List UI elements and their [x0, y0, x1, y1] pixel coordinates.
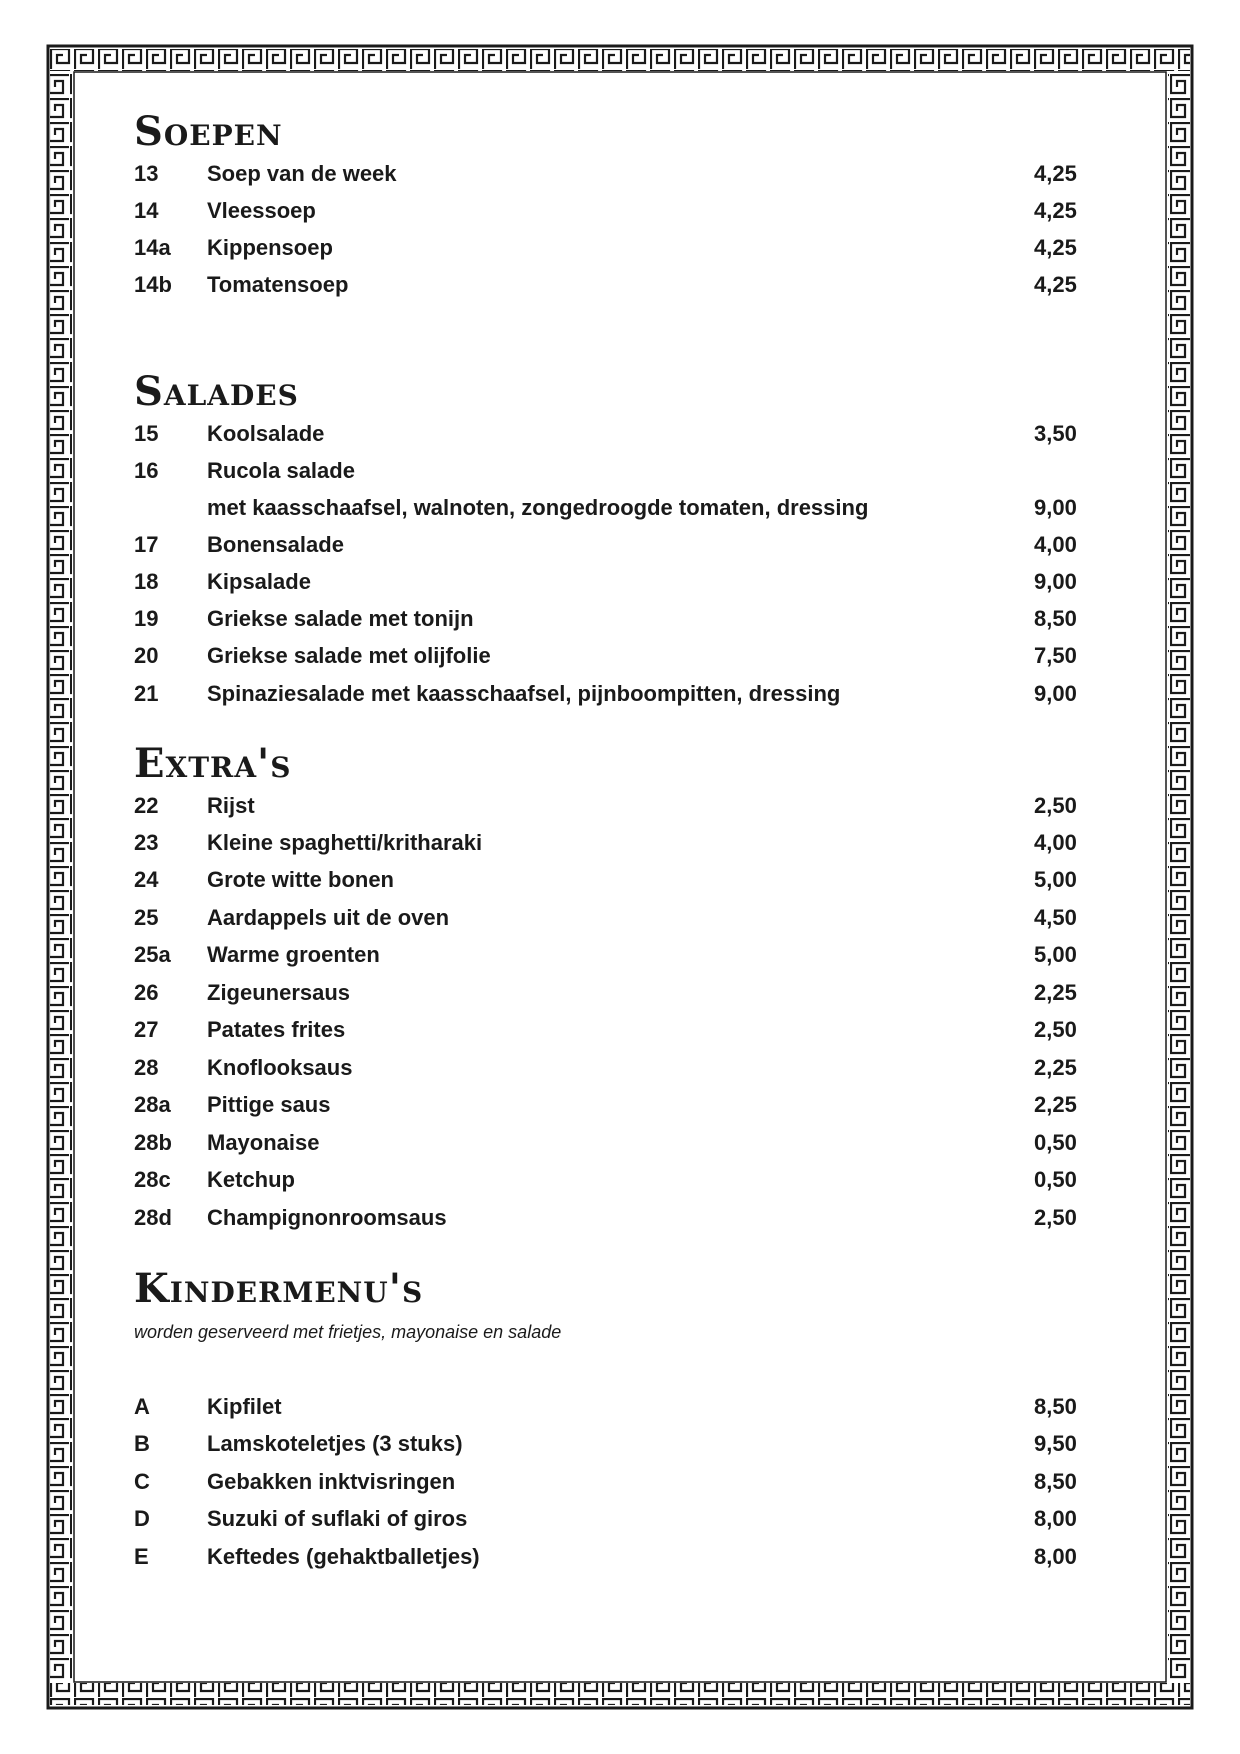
item-price: 0,50	[1034, 1130, 1077, 1155]
item-price: 4,00	[1034, 830, 1077, 855]
item-price: 4,50	[1034, 905, 1077, 930]
item-name: Spinaziesalade met kaasschaafsel, pijnboompitten, dressing	[207, 681, 841, 706]
item-price: 5,00	[1034, 942, 1077, 967]
item-name: Zigeunersaus	[207, 980, 351, 1005]
section-title-salades: Salades	[134, 368, 299, 415]
item-name: Vleessoep	[207, 198, 316, 223]
item-price: 8,50	[1034, 1469, 1077, 1494]
item-name: Ketchup	[207, 1167, 295, 1192]
menu-row	[134, 1392, 1090, 1422]
item-name: Keftedes (gehaktballetjes)	[207, 1544, 480, 1569]
item-price: 8,50	[1034, 1394, 1077, 1419]
item-name: Knoflooksaus	[207, 1055, 353, 1080]
menu-row	[134, 828, 1090, 858]
item-price: 2,50	[1034, 1205, 1077, 1230]
item-price: 0,50	[1034, 1167, 1077, 1192]
item-number: 15	[134, 421, 159, 446]
item-name: Mayonaise	[207, 1130, 320, 1155]
item-name: Gebakken inktvisringen	[207, 1469, 456, 1494]
item-price: 7,50	[1034, 643, 1077, 668]
item-name: Kippensoep	[207, 235, 333, 260]
item-number: A	[134, 1394, 150, 1419]
section-title-kindermenus: Kindermenu's	[134, 1265, 424, 1312]
item-price: 8,00	[1034, 1544, 1077, 1569]
item-price: 2,50	[1034, 1017, 1077, 1042]
item-price: 9,50	[1034, 1431, 1077, 1456]
item-name: Soep van de week	[207, 161, 397, 186]
item-number: 28	[134, 1055, 159, 1080]
item-number: 28b	[134, 1130, 172, 1155]
menu-row	[134, 1090, 1090, 1120]
item-name: Warme groenten	[207, 942, 380, 967]
item-price: 8,50	[1034, 606, 1077, 631]
item-name: Griekse salade met olijfolie	[207, 643, 491, 668]
item-price: 4,25	[1034, 272, 1077, 297]
item-number: 13	[134, 161, 159, 186]
menu-row	[134, 1015, 1090, 1045]
item-number: E	[134, 1544, 149, 1569]
item-number: 20	[134, 643, 159, 668]
item-number: 14b	[134, 272, 172, 297]
item-price: 9,00	[1034, 495, 1077, 520]
item-price: 9,00	[1034, 681, 1077, 706]
menu-row	[134, 456, 1090, 486]
menu-row	[134, 419, 1090, 449]
menu-row	[134, 1128, 1090, 1158]
item-name: Rucola salade	[207, 458, 355, 483]
section-title-extras: Extra's	[134, 740, 292, 787]
item-number: 28a	[134, 1092, 171, 1117]
section-title-soepen: Soepen	[134, 108, 283, 155]
item-price: 2,25	[1034, 1055, 1077, 1080]
item-name: met kaasschaafsel, walnoten, zongedroogde tomaten, dressing	[207, 495, 869, 520]
item-name: Koolsalade	[207, 421, 325, 446]
item-number: 25	[134, 905, 159, 930]
kindermenu-note: worden geserveerd met frietjes, mayonaise en salade	[134, 1322, 562, 1342]
item-price: 4,25	[1034, 161, 1077, 186]
item-name: Rijst	[207, 793, 255, 818]
item-name: Champignonroomsaus	[207, 1205, 447, 1230]
item-number: D	[134, 1506, 150, 1531]
item-name: Aardappels uit de oven	[207, 905, 450, 930]
item-number: 21	[134, 681, 159, 706]
menu-row	[134, 1429, 1090, 1459]
item-number: 25a	[134, 942, 171, 967]
menu-row	[134, 641, 1090, 671]
item-number: 27	[134, 1017, 159, 1042]
item-number: 18	[134, 569, 159, 594]
item-number: 22	[134, 793, 159, 818]
menu-row	[134, 679, 1090, 709]
item-name: Kipsalade	[207, 569, 311, 594]
item-name: Bonensalade	[207, 532, 344, 557]
item-number: 16	[134, 458, 159, 483]
item-price: 3,50	[1034, 421, 1077, 446]
item-name: Tomatensoep	[207, 272, 349, 297]
menu-row	[134, 604, 1090, 634]
item-price: 2,50	[1034, 793, 1077, 818]
item-number: 23	[134, 830, 159, 855]
menu-row	[134, 978, 1090, 1008]
item-price: 8,00	[1034, 1506, 1077, 1531]
menu-row	[134, 903, 1090, 933]
menu-row	[134, 1542, 1090, 1572]
item-name: Kleine spaghetti/kritharaki	[207, 830, 483, 855]
item-price: 4,25	[1034, 198, 1077, 223]
item-number: 24	[134, 867, 159, 892]
item-number: B	[134, 1431, 150, 1456]
menu-row	[134, 791, 1090, 821]
item-number: 19	[134, 606, 159, 631]
item-name: Patates frites	[207, 1017, 346, 1042]
item-name: Pittige saus	[207, 1092, 331, 1117]
item-number: 26	[134, 980, 159, 1005]
item-name: Kipfilet	[207, 1394, 282, 1419]
menu-row	[134, 865, 1090, 895]
item-price: 4,00	[1034, 532, 1077, 557]
item-price: 4,25	[1034, 235, 1077, 260]
item-name: Griekse salade met tonijn	[207, 606, 474, 631]
menu-row	[134, 1053, 1090, 1083]
menu-row	[134, 940, 1090, 970]
item-number: 14a	[134, 235, 171, 260]
item-name: Suzuki of suflaki of giros	[207, 1506, 468, 1531]
menu-row	[134, 1203, 1090, 1233]
menu-row	[134, 493, 1090, 523]
menu-row	[134, 233, 1090, 263]
item-number: 28d	[134, 1205, 172, 1230]
item-price: 5,00	[1034, 867, 1077, 892]
item-name: Grote witte bonen	[207, 867, 394, 892]
item-price: 2,25	[1034, 1092, 1077, 1117]
menu-row	[134, 1504, 1090, 1534]
menu-row	[134, 1165, 1090, 1195]
item-name: Lamskoteletjes (3 stuks)	[207, 1431, 463, 1456]
menu-row	[134, 530, 1090, 560]
item-number: 28c	[134, 1167, 171, 1192]
menu-row	[134, 196, 1090, 226]
item-number: 17	[134, 532, 159, 557]
menu-row	[134, 1467, 1090, 1497]
menu-row	[134, 567, 1090, 597]
item-price: 2,25	[1034, 980, 1077, 1005]
item-number: C	[134, 1469, 150, 1494]
menu-row	[134, 159, 1090, 189]
item-price: 9,00	[1034, 569, 1077, 594]
item-number: 14	[134, 198, 159, 223]
menu-row	[134, 270, 1090, 300]
